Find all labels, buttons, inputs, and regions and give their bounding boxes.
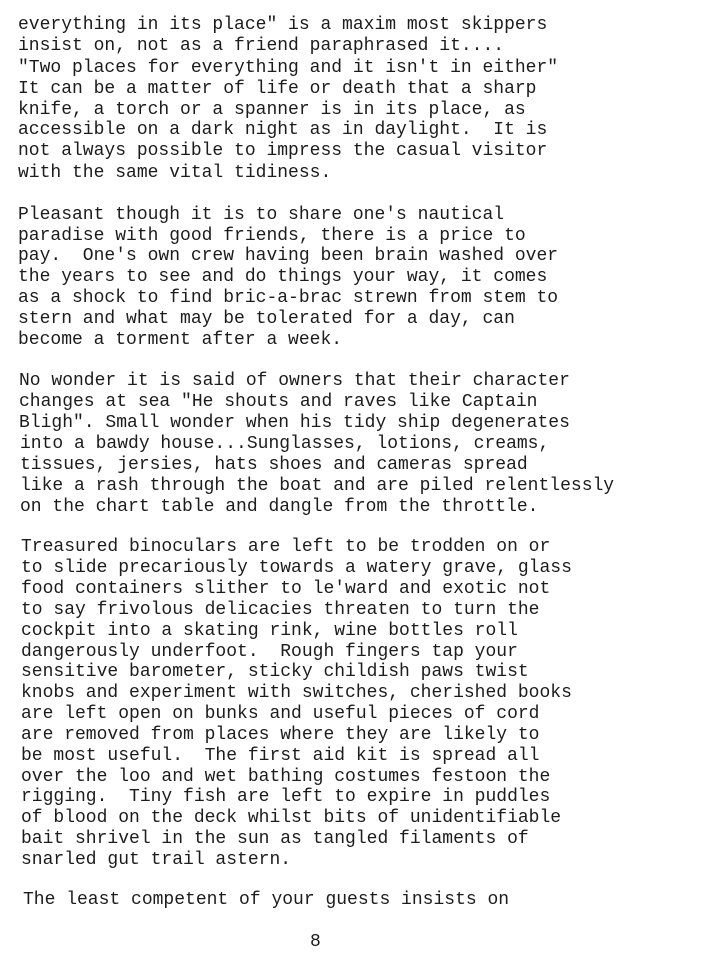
text-line: everything in its place" is a maxim most skippers — [18, 15, 548, 35]
text-line: are left open on bunks and useful pieces of cord — [21, 704, 540, 724]
text-line: to slide precariously towards a watery grave, glass — [21, 558, 572, 578]
text-line: It can be a matter of life or death that a sharp — [18, 79, 537, 99]
text-line: Treasured binoculars are left to be trodden on or — [21, 537, 551, 557]
text-line: knife, a torch or a spanner is in its place, as — [18, 100, 526, 120]
text-line: bait shrivel in the sun as tangled filaments of — [21, 829, 529, 849]
text-line: stern and what may be tolerated for a day, can — [18, 309, 515, 329]
text-line: Bligh". Small wonder when his tidy ship degenerates — [19, 413, 570, 433]
text-line: paradise with good friends, there is a price to — [18, 226, 526, 246]
text-line: accessible on a dark night as in daylight. It is — [18, 120, 548, 140]
text-line: be most useful. The first aid kit is spread all — [21, 746, 540, 766]
text-line: Pleasant though it is to share one's nautical — [18, 205, 505, 225]
text-line: knobs and experiment with switches, cherished books — [21, 683, 572, 703]
text-line: into a bawdy house...Sunglasses, lotions, creams, — [20, 434, 550, 454]
text-line: food containers slither to le'ward and exotic not — [21, 579, 551, 599]
text-line: "Two places for everything and it isn't in either" — [18, 58, 559, 78]
text-line: insist on, not as a friend paraphrased it.... — [18, 36, 505, 56]
page-number: 8 — [310, 932, 321, 952]
text-line: over the loo and wet bathing costumes festoon the — [21, 767, 551, 787]
text-line: the years to see and do things your way, it comes — [18, 267, 548, 287]
text-line: are removed from places where they are likely to — [21, 725, 540, 745]
text-line: not always possible to impress the casual visitor — [18, 141, 548, 161]
text-line: dangerously underfoot. Rough fingers tap your — [21, 642, 518, 662]
text-line: cockpit into a skating rink, wine bottles roll — [21, 621, 518, 641]
text-line: changes at sea "He shouts and raves like Captain — [19, 392, 538, 412]
text-line: tissues, jersies, hats shoes and cameras spread — [20, 455, 528, 475]
text-line: sensitive barometer, sticky childish paws twist — [21, 662, 529, 682]
text-line: with the same vital tidiness. — [18, 163, 332, 183]
text-line: snarled gut trail astern. — [21, 850, 292, 870]
text-line: to say frivolous delicacies threaten to turn the — [21, 600, 540, 620]
text-line: No wonder it is said of owners that their character — [19, 371, 570, 391]
text-line: pay. One's own crew having been brain washed over — [18, 246, 559, 266]
text-line: rigging. Tiny fish are left to expire in puddles — [21, 787, 551, 807]
text-line: like a rash through the boat and are piled relentlessly — [20, 476, 615, 496]
text-line: The least competent of your guests insists on — [23, 890, 510, 910]
text-line: on the chart table and dangle from the throttle. — [20, 497, 539, 517]
text-line: become a torment after a week. — [18, 330, 343, 350]
text-line: as a shock to find bric-a-brac strewn from stem to — [18, 288, 559, 308]
text-line: of blood on the deck whilst bits of unidentifiable — [21, 808, 562, 828]
